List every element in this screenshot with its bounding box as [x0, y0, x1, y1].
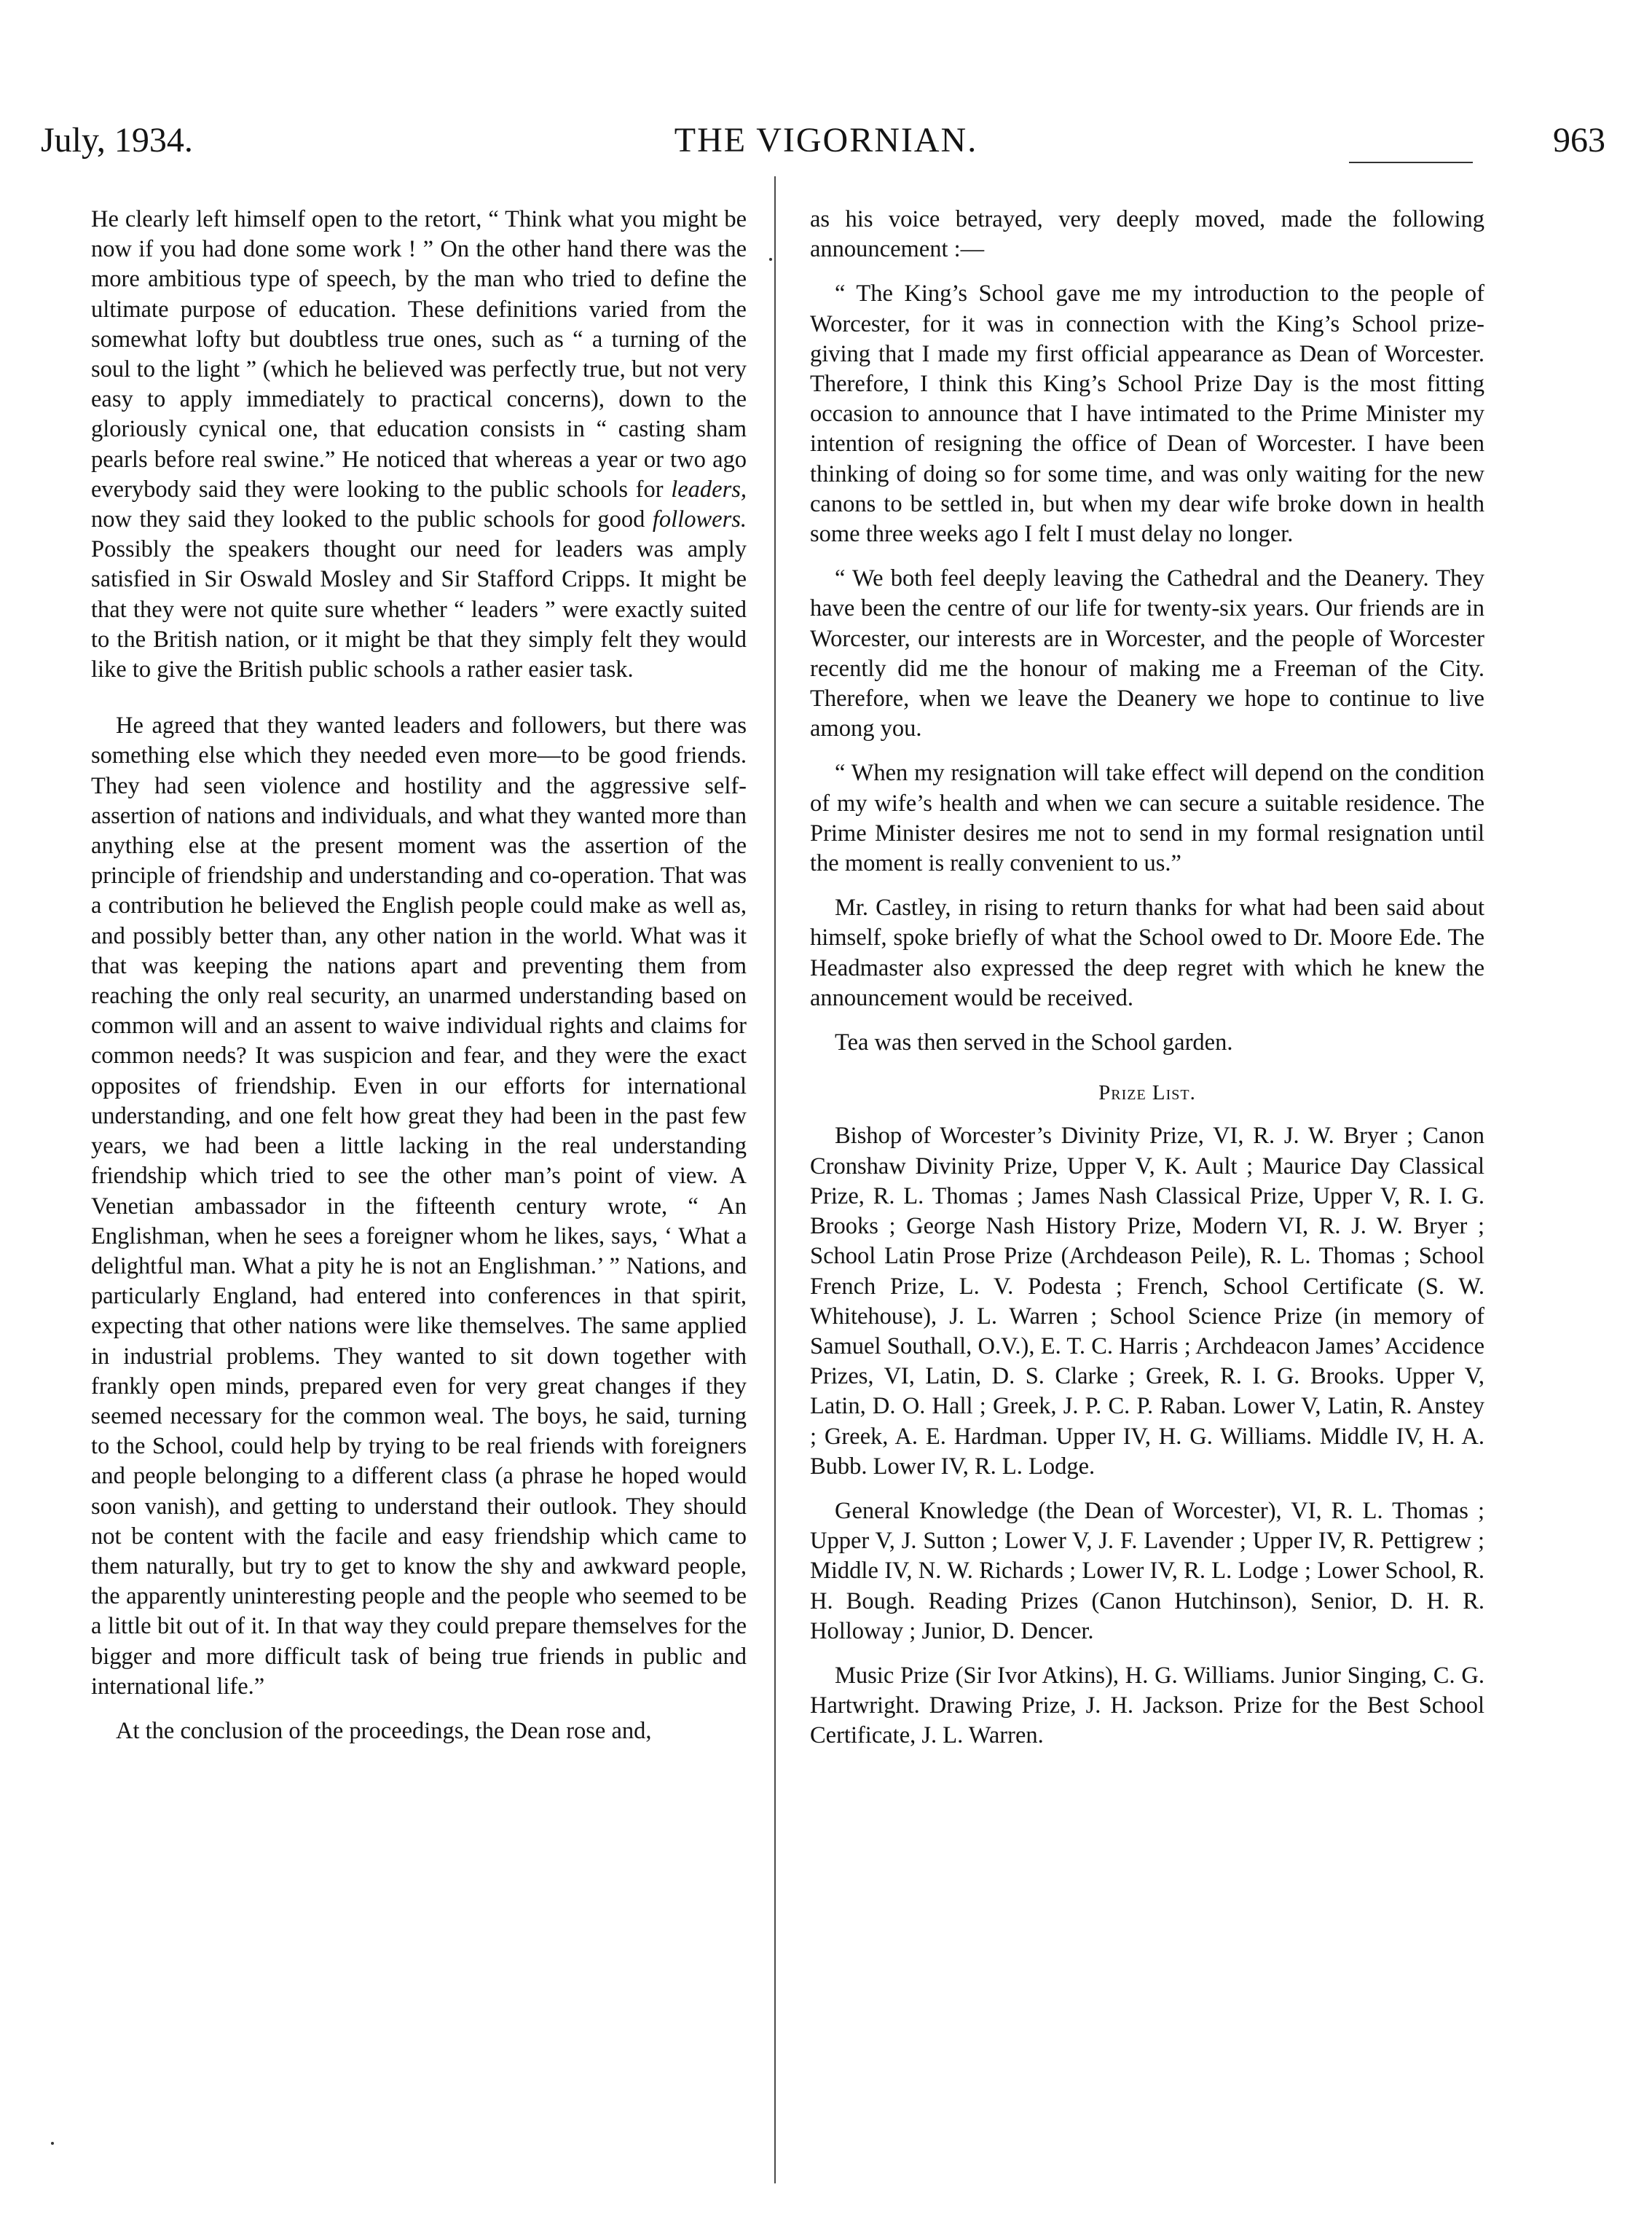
paragraph-resignation-timing: “ When my resignation will take effect will depend on the condition of my wife’s health and when we can secure a suitable residence. The Prime Minister desires me not to send in my formal resignation until the moment is really convenient to us.” [810, 760, 1484, 877]
prize-list-main: Bishop of Worcester’s Divinity Prize, VI, R. J. W. Bryer ; Canon Cronshaw Divinity Prize, Upper V, K. Ault ; Maurice Day Classical Prize, R. L. Thomas ; James Nash Classical Prize, Upper V, R. I. G. Brooks ; George Nash History Prize, Modern VI, R. J. W. Bryer ; School Latin Prose Prize (Archdeason Peile), R. L. Thomas ; School French Prize, L. V. Podesta ; French, School Certificate (S. W. Whitehouse), J. L. Warren ; School Science Prize (in memory of Samuel Southall, O.V.), E. T. C. Harris ; Archdeacon James’ Accidence Prizes, VI, Latin, D. S. Clarke ; Greek, R. I. G. Brooks. Upper V, Latin, D. O. Hall ; Greek, J. P. C. P. Raban. Lower V, Latin, R. Anstey ; Greek, A. E. Hardman. Upper IV, H. G. Williams. Middle IV, H. A. Bubb. Lower IV, R. L. Lodge. [810, 1123, 1484, 1480]
prize-list-heading: Prize List. [1098, 1081, 1196, 1105]
paragraph-announcement-intro: as his voice betrayed, very deeply moved, made the following announcement :— [810, 206, 1484, 263]
left-column [91, 205, 747, 1746]
column-divider [774, 176, 776, 2183]
prize-list-music-drawing: Music Prize (Sir Ivor Atkins), H. G. Williams. Junior Singing, C. G. Hartwright. Drawing Prize, J. H. Jackson. Prize for the Best School Certificate, J. L. Warren. [810, 1662, 1484, 1749]
publication-title: THE VIGORNIAN. [674, 121, 978, 160]
paragraph-dean-rose: At the conclusion of the proceedings, the Dean rose and, [116, 1717, 652, 1744]
print-speck [51, 2142, 54, 2145]
page-header [0, 0, 1652, 175]
page-number: 963 [1553, 121, 1605, 160]
paragraph-resignation: “ The King’s School gave me my introduction to the people of Worcester, for it was in connection with the King’s School prize-giving that I made my first official appearance as Dean of Worcester. Therefore, I think this King’s School Prize Day is the most fitting occasion to announce that I have intimated to the Prime Minister my intention of resigning the office of Dean of Worcester. I have been thinking of doing so for some time, and was only waiting for the new canons to be settled in, but when my dear wife broke down in health some three weeks ago I felt I must delay no longer. [810, 280, 1484, 548]
paragraph-castley-thanks: Mr. Castley, in rising to return thanks for what had been said about himself, spoke briefly of what the School owed to Dr. Moore Ede. The Headmaster also expressed the deep regret with which he knew the announcement would be received. [810, 895, 1484, 1011]
paragraph-leaving-deanery: “ We both feel deeply leaving the Cathedral and the Deanery. They have been the centre of our life for twenty-six years. Our friends are in Worcester, our interests are in Worcester, and the people of Worcester recently did me the honour of making me a Freeman of the City. Therefore, when we leave the Deanery we hope to continue to live among you. [810, 565, 1484, 742]
emphasis-followers: followers. [652, 506, 747, 533]
issue-date: July, 1934. [41, 121, 193, 160]
paragraph-speech-types: He clearly left himself open to the retort, “ Think what you might be now if you had done some work ! ” On the other hand there was the more ambitious type of speech, by the man who tried to define the ultimate purpose of education. These definitions varied from the somewhat lofty but doubtless true ones, such as “ a turning of the soul to the light ” (which he believed was perfectly true, but not very easy to apply immediately to practical concerns), down to the gloriously cynical one, that education consists in “ casting sham pearls before real swine.” He noticed that whereas a year or two ago everybody said they were looking to the public schools for leaders, now they said they looked to the public schools for good followers. Possibly the speakers thought our need for leaders was amply satisfied in Sir Oswald Mosley and Sir Stafford Cripps. It might be that they were not quite sure whether “ leaders ” were exactly suited to the British nation, or it might be that they simply felt they would like to give the British public schools a rather easier task. [91, 206, 747, 683]
prize-list-general-knowledge: General Knowledge (the Dean of Worcester), VI, R. L. Thomas ; Upper V, J. Sutton ; Lower V, J. F. Lavender ; Upper IV, R. Pettigrew ; Middle IV, N. W. Richards ; Lower IV, R. L. Lodge ; Lower School, R. H. Bough. Reading Prizes (Canon Hutchinson), Senior, D. H. R. Holloway ; Junior, D. Dencer. [810, 1497, 1484, 1644]
header-rule [1349, 162, 1473, 163]
paragraph-tea: Tea was then served in the School garden. [835, 1029, 1233, 1056]
emphasis-leaders: leaders, [671, 476, 747, 503]
paragraph-friendship: He agreed that they wanted leaders and followers, but there was something else which they needed even more—to be good friends. They had seen violence and hostility and the aggressive self-assertion of nations and individuals, and what they wanted more than anything else at the present moment was the assertion of the principle of friendship and understanding and co-operation. That was a contribution he believed the English people could make as well as, and possibly better than, any other nation in the world. What was it that was keeping the nations apart and preventing them from reaching the only real security, an unarmed understanding based on common will and an assent to waive individual rights and claims for common needs? It was suspicion and fear, and they were the exact opposites of friendship. Even in our efforts for international understanding, and one felt how great they had been in the past few years, we had been a little lacking in the real understanding friendship which tried to see the other man’s point of view. A Venetian ambassador in the fifteenth century wrote, “ An Englishman, when he sees a foreigner whom he likes, says, ‘ What a delightful man. What a pity he is not an Englishman.’ ” Nations, and particularly England, had entered into conferences in that spirit, expecting that other nations were like themselves. The same applied in industrial problems. They wanted to sit down together with frankly open minds, prepared even for very great changes if they seemed necessary for the common weal. The boys, he said, turning to the School, could help by trying to be real friends with foreigners and people belonging to a different class (a phrase he hoped would soon vanish), and getting to understand their outlook. They should not be content with the facile and easy friendship which came to them naturally, but try to get to know the shy and awkward people, the apparently uninteresting people and the people who seemed to be a little bit out of it. In that way they could prepare themselves for the bigger and more difficult task of being true friends in public and international life.” [91, 712, 747, 1700]
print-speck [769, 258, 772, 261]
right-column [810, 205, 1484, 1751]
